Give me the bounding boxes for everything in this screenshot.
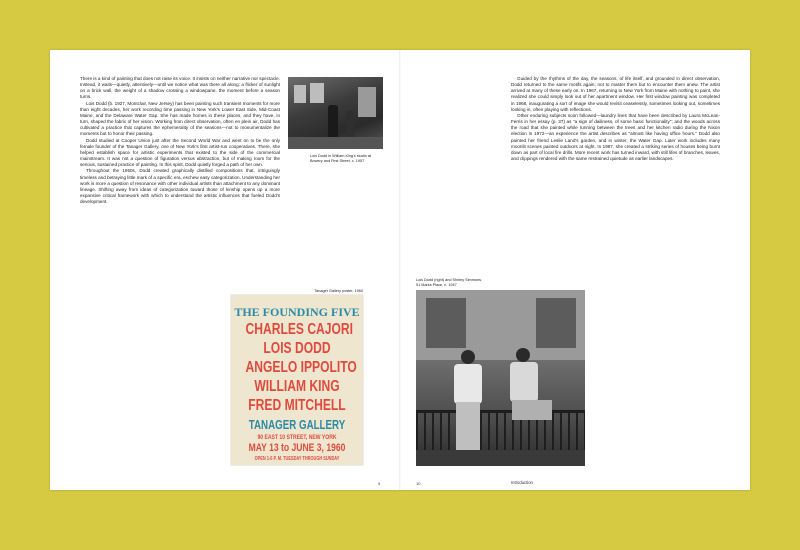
street-caption-line: 51 Marks Place, c. 1947 <box>416 283 457 287</box>
poster-caption: Tanager Gallery poster, 1960 <box>314 289 363 293</box>
poster-name: LOIS DODD <box>263 340 331 357</box>
left-folio: 9 <box>378 481 381 486</box>
running-head: Introduction <box>511 480 533 485</box>
book-spread <box>50 50 750 490</box>
street-photo <box>416 290 585 466</box>
poster-dates: MAY 13 to JUNE 3, 1960 <box>248 442 346 454</box>
right-folio: 10 <box>416 481 421 486</box>
gutter <box>399 50 401 490</box>
left-body-text <box>80 76 280 205</box>
paragraph: Lois Dodd (b. 1927, Montclair, New Jersey) has been painting such transient moments for more than eight decades, her work recording time passing in New York's Lower East Side, Mid-Coast Maine, and the Delaware Water Gap. She has made homes in these places, and they have, in turn, shaped the fabric of her vision. Working from direct observation, often en plein air, Dodd has cultivated a practice that captures the ephemerality of the seasons—not to monumentalize the moments but to honor their passing. <box>80 100 280 137</box>
poster-gallery: TANAGER GALLERY <box>248 418 346 432</box>
poster-name: ANGELO IPPOLITO <box>245 359 357 376</box>
paragraph: Other enduring subjects soon followed—laundry lines that have been described by Laura McLean-Ferris in her essay (p. 37) as "a sign of dailiness, of some basic functionality"; and the woods across the road that she painted while running between the trees and her kitchen radio during the Nixon election in 1972—an experience the artist describes as "almost like having office hours." Dodd also painted her friend Leslie Land's garden, and in winter, the Water Gap. Later work includes many moonlit scenes painted outdoors at night. In 1997, she created a striking series of houses being burnt down as part of local fire drills. More recent work has turned inward, with still lifes of branches, leaves, and clippings rendered with the same restrained quietude as earlier landscapes. <box>511 112 720 162</box>
paragraph: Dodd studied at Cooper Union just after the Second World War and went on to be the only female founder of the Tanager Gallery, one of New York's first artist-run cooperatives. There, she helped establish space for artistic experiments that existed to the side of the commercial mainstream. It was not a question of figuration versus abstraction, but of making room for the serious, sustained practice of painting. In this spirit, Dodd quietly forged a path of her own. <box>80 137 280 168</box>
paragraph: There is a kind of painting that does not raise its voice. It insists on neither narrative nor spectacle. Instead, it waits—quietly, attentively—until we notice what was there all along: a flicker of sunlight on a brick wall, the weight of a shadow crossing a windowpane, the moment before a season turns. <box>80 76 280 100</box>
tanager-poster <box>231 295 363 465</box>
poster-address: 90 EAST 10 STREET, NEW YORK <box>257 434 337 441</box>
poster-name: FRED MITCHELL <box>248 397 346 414</box>
poster-hours: OPEN 1-6 P. M. TUESDAY THROUGH SUNDAY <box>254 456 340 462</box>
street-caption-line: Lois Dodd (right) and Shirley Simmons, <box>416 278 483 282</box>
studio-caption: Lois Dodd in William King's studio at Bowery and First Street, c. 1957 <box>310 154 372 163</box>
studio-photo <box>288 77 383 149</box>
street-caption <box>416 278 576 288</box>
poster-name: WILLIAM KING <box>254 378 340 395</box>
poster-name: CHARLES CAJORI <box>245 321 354 338</box>
right-body-text <box>511 76 720 162</box>
poster-heading: THE FOUNDING FIVE <box>234 305 360 319</box>
paragraph: Guided by the rhythms of the day, the seasons, of life itself, and grounded in direct observation, Dodd returned to the same motifs again; not to master them but to encounter them anew. The artist arrived at many of these early on. In 1967, returning to New York from Maine with nothing to paint, she realized she could simply look out of her apartment window. Her first window painting was completed in 1968, inaugurating a sort of image she would revisit ceaselessly, sometimes looking out, sometimes looking in, often playing with reflections. <box>511 76 720 112</box>
paragraph: Throughout the 1950s, Dodd created graphically distilled compositions that, intriguingly timeless and betraying little mark of a specific era, eschew easy categorization. Understanding her work is more a question of resonance with other individual artists than attachment to any dominant lineage. Shifting away from ideas of categorization toward those of kinship opens up a more expansive critical framework with which to understand the artistic influences that fueled Dodd's development. <box>80 168 280 205</box>
